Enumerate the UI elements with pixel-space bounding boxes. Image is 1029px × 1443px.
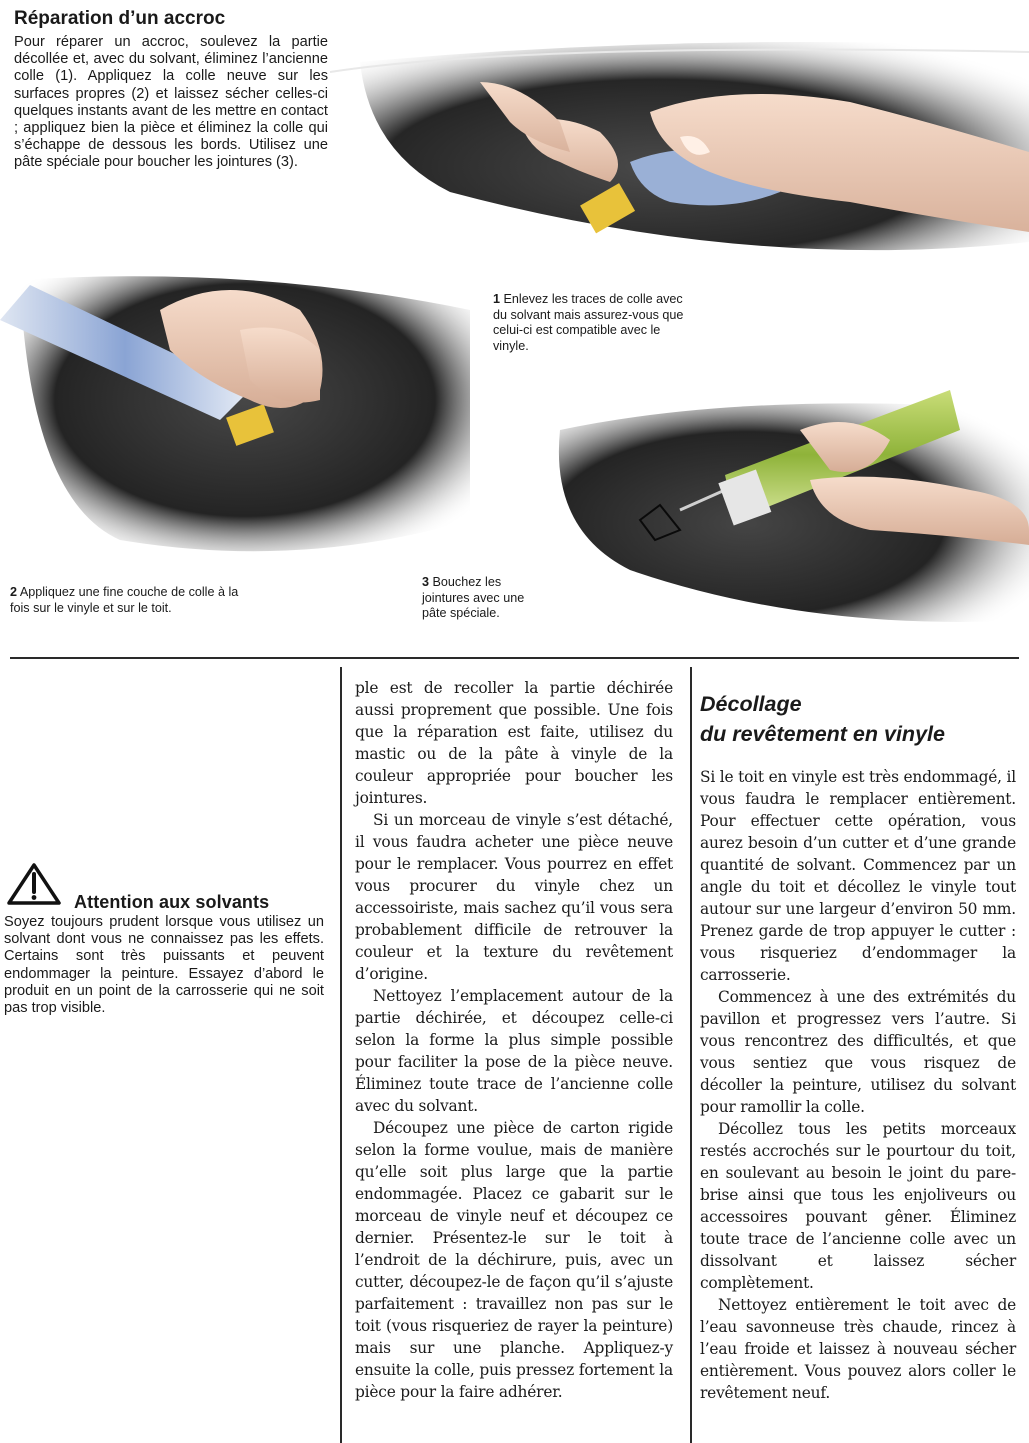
column-2-paragraph-4: Découpez une pièce de carton rigide selon la forme voulue, mais de manière qu’elle soit plus large que la partie endommagée. Placez ce gabarit sur le morceau de vinyle neuf et découpez ce dernier. Présentez-le sur le toit à l’endroit de la déchirure, puis, avec un cutter, découpez-le de façon qu’il s’ajuste parfaitement : travaillez non pas sur le toit (vous risqueriez de rayer la peinture) mais sur une planche. Appliquez-y ensuite la colle, puis pressez fortement la pièce pour la faire adhérer. (355, 1119, 673, 1401)
caption-2-text: Appliquez une fine couche de colle à la fois sur le vinyle et sur le toit. (10, 585, 239, 615)
intro-title: Réparation d’un accroc (14, 8, 226, 29)
caption-2 (10, 585, 250, 616)
section-divider (10, 657, 1019, 659)
warning-box (4, 860, 328, 1017)
caption-1-text: Enlevez les traces de colle avec du solvant mais assurez-vous que celui-ci est compatible avec le vinyle. (493, 292, 684, 353)
section-title-line-2: du revêtement en vinyle (700, 722, 945, 746)
illustration-1 (330, 42, 1029, 260)
warning-title: Attention aux solvants (74, 892, 270, 912)
column-3-paragraph-2: Commencez à une des extrémités du pavillon et progressez vers l’autre. Si vous rencontrez des difficultés, et que vous sentiez que vous risquez de décoller la peinture, utilisez du solvant pour ramollir la colle. (700, 988, 1016, 1116)
column-2-paragraph-1: ple est de recoller la partie déchirée aussi proprement que possible. Une fois que la réparation est faite, utilisez du mastic ou de la pâte à vinyle de la couleur appropriée pour boucher les jointures. (355, 679, 673, 807)
section-title-line-1: Décollage (700, 692, 802, 716)
caption-1 (493, 292, 693, 354)
column-3-paragraph-3: Décollez tous les petits morceaux restés accrochés sur le pourtour du toit, en soulevant au besoin le joint du pare-brise ainsi que tous les enjoliveurs ou accessoires pouvant gêner. Éliminez toute trace de l’ancienne colle avec un dissolvant et laissez sécher complètement. (700, 1120, 1016, 1292)
column-3-paragraph-4: Nettoyez entièrement le toit avec de l’eau savonneuse très chaude, rincez à l’eau froide et laissez à nouveau sécher entièrement. Vous pouvez alors coller le revêtement neuf. (700, 1296, 1016, 1402)
caption-3-number: 3 (422, 575, 430, 589)
warning-text: Soyez toujours prudent lorsque vous utilisez un solvant dont vous ne connaissez pas les effets. Certains sont très puissants et peuvent endommager la peinture. Essayez d’abord le produit en un point de la carrosserie qui ne soit pas trop visible. (4, 914, 324, 1017)
caption-1-number: 1 (493, 292, 501, 306)
column-3-paragraph-1: Si le toit en vinyle est très endommagé, il vous faudra le remplacer entièrement. Pour effectuer cette opération, vous aurez besoin d’un cutter et d’une grande quantité de solvant. Commencez par un angle du toit et décollez le vinyle tout autour sur une largeur d’environ 50 mm. Prenez garde de trop appuyer le cutter : vous risqueriez d’endommager la carrosserie. (700, 768, 1016, 984)
caption-3-text: Bouchez les jointures avec une pâte spéciale. (422, 575, 525, 620)
caption-2-number: 2 (10, 585, 18, 599)
column-2 (340, 667, 682, 1443)
column-2-paragraph-2: Si un morceau de vinyle s’est détaché, il vous faudra acheter une pièce neuve pour le remplacer. Vous pourrez en effet vous procurer du vinyle chez un accessoiriste, mais sachez qu’il vous sera probablement difficile de retrouver la couleur et la texture du revêtement d’origine. (355, 811, 673, 983)
section-title (700, 689, 1020, 749)
illustration-3 (550, 370, 1029, 632)
column-2-left-rule (340, 667, 342, 1443)
warning-triangle-icon (6, 862, 62, 906)
column-2-text (355, 677, 673, 1403)
column-2-paragraph-3: Nettoyez l’emplacement autour de la partie déchirée, et découpez celle-ci selon la forme la plus simple possible pour faciliter la pose de la pièce neuve. Éliminez toute trace de l’ancienne colle avec du solvant. (355, 987, 673, 1115)
intro-text: Pour réparer un accroc, soulevez la partie décollée et, avec du solvant, éliminez l’ancienne colle (1). Appliquez la colle neuve sur les surfaces propres (2) et laissez sécher celles-ci quelques instants avant de les mettre en contact ; appliquez bien la pièce et éliminez la colle qui s’échappe de dessous les bords. Utilisez une pâte spéciale pour boucher les jointures (3). (14, 34, 328, 171)
caption-3 (422, 575, 552, 622)
column-3-left-rule (690, 667, 692, 1443)
column-3 (690, 667, 1029, 1443)
illustration-2 (0, 270, 470, 580)
column-3-text (700, 766, 1016, 1404)
